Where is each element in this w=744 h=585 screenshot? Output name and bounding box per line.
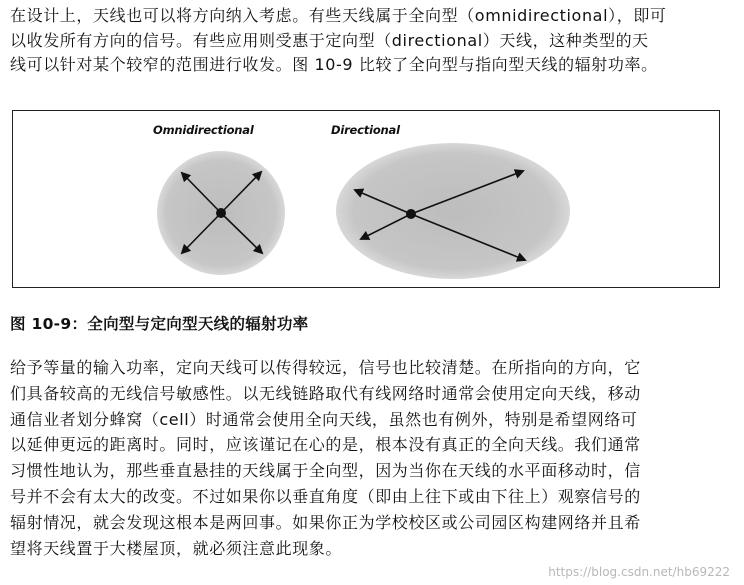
text-line: 线可以针对某个较窄的范围进行收发。图 10-9 比较了全向型与指向型天线的辐射功率。 bbox=[10, 55, 658, 74]
text-line: 给予等量的输入功率，定向天线可以传得较远，信号也比较清楚。在所指向的方向，它 bbox=[10, 358, 641, 377]
text-line: 们具备较高的无线信号敏感性。以无线链路取代有线网络时通常会使用定向天线，移动 bbox=[10, 383, 641, 403]
figure-caption: 图 10-9：全向型与定向型天线的辐射功率 bbox=[10, 315, 309, 333]
text-line: 以收发所有方向的信号。有些应用则受惠于定向型（directional）天线，这种类型的天 bbox=[10, 30, 649, 50]
text-line: 在设计上，天线也可以将方向纳入考虑。有些天线属于全向型（omnidirectional），即可 bbox=[10, 6, 667, 25]
directional-antenna-dot bbox=[406, 209, 416, 219]
radiation-pattern-figure bbox=[12, 110, 720, 288]
radiation-diagram bbox=[13, 111, 718, 286]
text-line: 辐射情况，就会发现这根本是两回事。如果你正为学校校区或公司园区构建网络并且希 bbox=[10, 512, 641, 532]
text-line: 号并不会有太大的改变。不过如果你以垂直角度（即由上往下或由下往上）观察信号的 bbox=[10, 486, 641, 506]
omni-antenna-dot bbox=[216, 208, 226, 218]
text-line: 以延伸更远的距离时。同时，应该谨记在心的是，根本没有真正的全向天线。我们通常 bbox=[10, 435, 641, 455]
text-line: 望将天线置于大楼屋顶，就必须注意此现象。 bbox=[10, 538, 343, 558]
intro-paragraph bbox=[10, 4, 722, 78]
directional-pattern bbox=[336, 143, 570, 279]
text-line: 通信业者划分蜂窝（cell）时通常会使用全向天线，虽然也有例外，特别是希望网络可 bbox=[10, 409, 638, 429]
body-paragraph bbox=[10, 355, 722, 561]
omni-label: Omnidirectional bbox=[153, 123, 254, 137]
directional-label: Directional bbox=[331, 123, 400, 137]
text-line: 习惯性地认为，那些垂直悬挂的天线属于全向型，因为当你在天线的水平面移动时，信 bbox=[10, 461, 641, 481]
watermark: https://blog.csdn.net/hb69222 bbox=[548, 565, 730, 579]
